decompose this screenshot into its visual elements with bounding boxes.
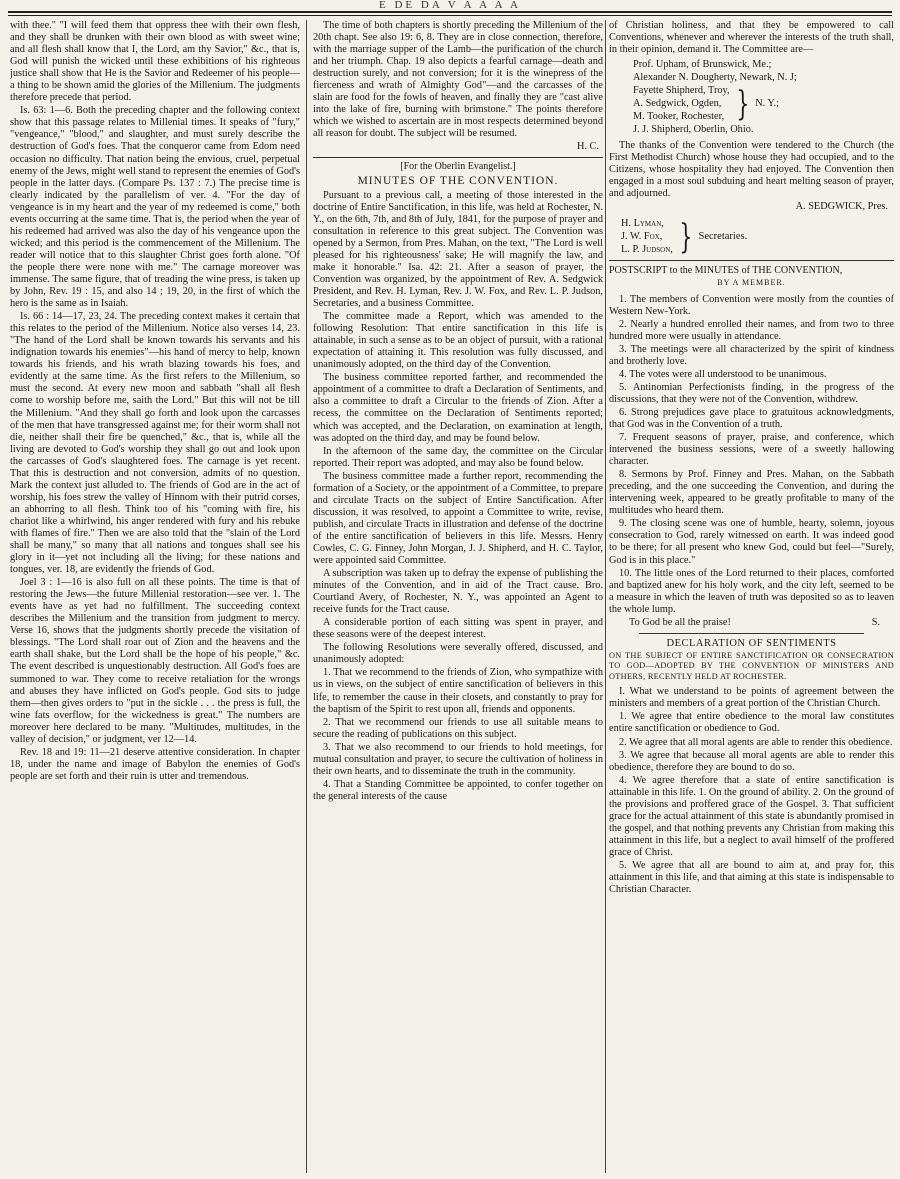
brace-glyph: } [679,216,693,257]
paragraph: Rev. 18 and 19: 11—21 deserve attentive consideration. In chapter 18, under the name and image of Babylon the enemies of God's people are set forth and their ruin is utter and tremendous. [10,746,300,782]
declaration-item: 5. We agree that all are bound to aim at, and pray for, this attainment in this life, and that aiming at this state is indispensable to Christian Character. [609,859,894,896]
resolution: 1. That we recommend to the friends of Zion, who sympathize with us in views, on the subject of entire sanctification of believers in this life, to remember the cause in their closets, and constantly to pray for the baptism of the Spirit to rest upon all, friends and opponents. [313,667,603,715]
declaration-item: 4. We agree therefore that a state of entire sanctification is attainable in this life. 1. On the ground of ability. 2. On the ground of the provisions and proffered grace of the Gospel. 3. That sufficient grace for the actual attainment of this state is abundantly promised in the gospel, and that nothing prevents any Christian from making this attainment in this life, but a neglect to avail himself of the proffered grace of Christ. [609,774,894,858]
postscript-item: 6. Strong prejudices gave place to gratuitous acknowledgments, that God was in the Convention of a truth. [609,406,894,430]
section-rule [609,260,894,261]
section-rule [313,157,603,158]
postscript-title: POSTSCRIPT to the MINUTES of THE CONVENTION, [609,265,843,277]
top-rule [8,11,892,13]
paragraph: Joel 3 : 1—16 is also full on all these points. The time is that of restoring the Jews—the future Millenial restoration—see ver. 1. The events have as yet had no fulfillment. The succeeding context describes the Millenium and the transition from judgment to mercy. Verse 16, shows that the judgments shortly precede the visitation of blessings. "The Lord shall roar out of Zion and the heavens and the earth shall shake, but the Lord shall be the hope of his people," &c. The event described is unquestionably destruction. All God's foes are summoned to war. They come to receive retaliation for the wrongs and abuses they have inflicted on God's people. God sits to judge them—then gives orders to "put in the sickle . . . the press is full, the wine fats overflow, for the wickedness is great." The numbers are moreover here declared to be many. "Multitudes, multitudes, in the valley of decision," or judgment, ver 12—14. [10,577,300,745]
resolution: 4. That a Standing Committee be appointed, to confer together on the general interests of the cause [313,778,603,802]
column-divider [306,20,307,1173]
secretaries-block [621,217,894,256]
secretary-name: J. W. Fox, [621,231,663,243]
secretary-name: H. Lyman, [621,218,664,230]
paragraph: Pursuant to a previous call, a meeting of those interested in the doctrine of Entire Sanctification, in this life, was held at Rochester, N. Y., on the 6th, 7th, and 8th of July, 1841, for the purpose of prayer and consultation in reference to this great subject. The Convention was opened by a Sermon, from Pres. Mahan, on the text, "The Lord is well pleased for his righteousness' sake; He will magnify the law, and make it honorable." Isa. 42: 21. After a season of prayer, the Convention was organized, by the appointment of Rev. A. Sedgwick President, and Rev. H. Lyman, Rev. J. W. Fox, and Rev. L. P. Judson, Secretaries, and a business Committee. [313,189,603,310]
declaration-item: 1. We agree that entire obedience to the moral law constitutes entire sanctification or obedience to God. [609,711,894,735]
postscript-item: 9. The closing scene was one of humble, hearty, solemn, joyous consecration to God, rarely witnessed on earth. It was indeed good to be there; for all present who knew God, could but feel—"Surely, God is in this place." [609,518,894,566]
president-signature: A. SEDGWICK, Pres. [795,201,888,213]
paragraph: The following Resolutions were severally offered, discussed, and unanimously adopted: [313,642,603,666]
column-divider [605,20,606,1173]
paragraph: Is. 63: 1—6. Both the preceding chapter and the following context show that this passage relates to Millenial times. It speaks of "fury," "vengeance," "blood," and slaughter, and must surely describe the destruction of God's foes. That the conqueror came from Edom need occasion no difficulty. That nation being the envious, cruel, perpetual enemy of the Jews, might well stand to represent the enemies of God's people in the latter days. (Compare Ps. 137 : 7.) The precise time is clearly indicated by the parallelism of ver. 4. "For the day of vengeance is in my heart and the year of my redeemed is come," both events occurring at the same time. That is, the period when the year of his redeemed had arrived was also the day of his vengeance upon the wicked; and this period is the commencement of the Millenium. The reader will notice that to this slaughter Christ goes forth alone. "Of the people there were none with me." The carnage moreover was immense. The same figure, that of treading the wine press, is taken up by John, Rev. 19 : 15, and also 14 ; 19, 20, in the first of which the hero is the same as in Isaiah. [10,105,300,310]
closing-line [619,617,880,629]
declaration-heading: DECLARATION OF SENTIMENTS [666,637,837,649]
committee-member: J. J. Shipherd, Oberlin, Ohio. [633,124,754,136]
declaration-subhead: ON THE SUBJECT OF ENTIRE SANCTIFICATION OR CONSECRATION TO GOD—ADOPTED BY THE CONVENTION OF MINISTERS AND OTHERS, RECENTLY HELD AT ROCHESTER. [609,650,894,681]
resolution: 3. That we also recommend to our friends to hold meetings, for mutual consultation and prayer, to secure the cultivation of holiness in their own hearts, and to disseminate the truth in the community. [313,741,603,777]
committee-member: Alexander N. Dougherty, Newark, N. J; [633,72,797,84]
paragraph: The thanks of the Convention were tendered to the Church (the First Methodist Church) whose house they had occupied, and to the Citizens, whose hospitality they had enjoyed. The Convention then engaged in a most soul subduing and heart melting season of prayer, and adjourned. [609,140,894,200]
committee-list [633,58,894,136]
paragraph: The business committee reported farther, and recommended the appointment of a committee to draft a Declaration of Sentiments, and also a committee to draft a Circular to the friends of Zion. After a recess, the committee on the Declaration of Sentiments reported; which was accepted, and the Declaration, on examination at length, was adopted on the third day, and may be found below. [313,372,603,444]
secretaries-label: Secretaries. [698,230,748,242]
paragraph: Is. 66 : 14—17, 23, 24. The preceding context makes it certain that this relates to the period of the Millenium. Notice also verses 14, 23. "The hand of the Lord shall be known towards his servants and his indignation towards his enemies"—his hand of mercy to help, known towards his friends, and his wrath blazing towards his foes, and evidently at the same time. As the first refers to the Millenium, so must the second. At every new moon and sabbath "shall all flesh come to worship before me, saith the Lord." But this will not be till the Millenium. "And they shall go forth and look upon the carcasses of the men that have transgressed against me; for their worm shall not die, neither shall their fire be quenched," &c., that is, while all the living are devoted to God's worship they shall go out and look upon the carcasses of God's slaughtered foes. The carnage is yet recent. That this is destruction and not conversion, admits of no question. Mark the context just alluded to. The friends of God are in the act of worship, his foes strew the valley of Hinnom with their putrid corses, an abhorring to all flesh. Think too of his "coming with fire, his chariot like a whirlwind, his anger rendered with fury and his rebuke with flames of fire." Then we are also told that the "slain of the Lord shall be many," so many that all nations and tongues shall see his glory in it—yet not including all the living; for these nations and tongues, ver. 18, are evidently the friends of God. [10,311,300,576]
postscript-item: 8. Sermons by Prof. Finney and Pres. Mahan, on the Sabbath preceding, and the one succeeding the Convention, and during the intervening week, appeared to be greatly profitable to many of the multitudes who heard them. [609,469,894,517]
column-2 [313,20,603,1173]
closing-signature: S. [871,616,880,628]
postscript-item: 3. The meetings were all characterized by the spirit of kindness and brotherly love. [609,343,894,367]
postscript-item: 1. The members of Convention were mostly from the counties of Western New-York. [609,293,894,317]
secretary-name: L. P. Judson, [621,244,673,256]
source-note: [For the Oberlin Evangelist.] [400,160,516,172]
brace-glyph: } [735,83,749,124]
paragraph: The business committee made a further report, recommending the formation of a Society, or the appointment of a Committee, to prepare and circulate Tracts on the subject of Entire Sanctification. After discussion, it was resolved, to appoint a Committee to write, revise, publish, and circulate Tracts in illustration and defense of the doctrine of the entire sanctification of believers in this life. Messrs. Henry Cowles, C. G. Finney, John Morgan, J. J. Shipherd, and H. C. Taylor, were appointed said Committee. [313,470,603,567]
paragraph: The time of both chapters is shortly preceding the Millenium of the 20th chapt. See also 19: 6, 8. They are in close connection, therefore, with the marriage supper of the Lamb—the purification of the church and her triumph. Chap. 19 also depicts a fearful carnage—death and destruction surely, and not conversion; for it is the winepress of the fierceness and wrath of Almighty God"—and the carcasses of the slain are food for the fowls of heaven, and finally they are "cast alive into the lake of fire, burning with brimstone." The points therefore which we wished to ascertain are in most respects determined beyond all reason for doubt. The subject will be resumed. [313,20,603,140]
masthead-fragment: E DE DA V A A A A [379,0,521,10]
paragraph: A considerable portion of each sitting was spent in prayer, and these seasons were of the deepest interest. [313,617,603,641]
committee-member: Fayette Shipherd, Troy, [633,85,730,97]
postscript-item: 4. The votes were all understood to be unanimous. [619,368,827,380]
postscript-item: 5. Antinomian Perfectionists finding, in the progress of the discussions, that they were not of the Convention, withdrew. [609,381,894,405]
postscript-byline: BY A MEMBER. [717,278,786,288]
postscript-item: 7. Frequent seasons of prayer, praise, and conference, which intervened the business sessions, were of a sweetly hallowing character. [609,432,894,468]
postscript-item: 2. Nearly a hundred enrolled their names, and from two to three hundred more were usually in attendance. [609,318,894,342]
paragraph: In the afternoon of the same day, the committee on the Circular reported. Their report was adopted, and may also be found below. [313,445,603,469]
committee-member: M. Tooker, Rochester, [633,111,725,123]
committee-member: Prof. Upham, of Brunswick, Me.; [633,59,772,71]
paragraph: A subscription was taken up to defray the expense of publishing the minutes of the Convention, and in aid of the Tract cause. Bro. Courtland Avery, of Rochester, N. Y., was appointed an Agent to receive funds for the Tract cause. [313,568,603,616]
declaration-item: 3. We agree that because all moral agents are able to render this obedience, therefore they are bound to do so. [609,749,894,773]
section-rule [639,633,864,634]
declaration-item: 2. We agree that all moral agents are able to render this obedience. [619,736,893,748]
top-rule-thin [8,15,892,16]
resolution: 2. That we recommend our friends to use all suitable means to secure the reading of publications on this subject. [313,716,603,740]
paragraph: The committee made a Report, which was amended to the following Resolution: That entire sanctification in this life is attainable, in such a sense as to be an object of pursuit, with a rational expectation of attaining it. This resolution was fully discussed, and unanimously adopted, on the third day of the Convention. [313,311,603,371]
declaration-item: I. What we understand to be points of agreement between the ministers and members of a great portion of the Christian Church. [609,686,894,710]
closing-text: To God be all the praise! [629,616,731,628]
postscript-item: 10. The little ones of the Lord returned to their places, comforted and baptized anew for his holy work, and the city left, seemed to be a measure in which the leaven of truth was deposited so as to leaven the whole lump. [609,567,894,615]
article-signature: H. C. [576,141,599,153]
paragraph: with thee." "I will feed them that oppress thee with their own flesh, and they shall be drunken with their own blood as with sweet wine; and all flesh shall know that I, the Lord, am thy Savior," &c., that is, God will punish the wicked until these exhibitions of his righteous justice shall show that He is the Savior and Redeemer of his people—a thing to be shown amid the glories of the Millenium. The judgments therefore precede that period. [10,20,300,104]
committee-member: A. Sedgwick, Ogden, [633,98,722,110]
minutes-heading: MINUTES OF THE CONVENTION. [357,174,559,187]
paragraph: of Christian holiness, and that they be empowered to call Conventions, whenever and wherever the interests of the truth shall, in their opinion, demand it. The Committee are— [609,20,894,56]
column-3 [609,20,894,1173]
column-1 [10,20,300,1173]
committee-brace-label: N. Y.; [755,98,779,110]
